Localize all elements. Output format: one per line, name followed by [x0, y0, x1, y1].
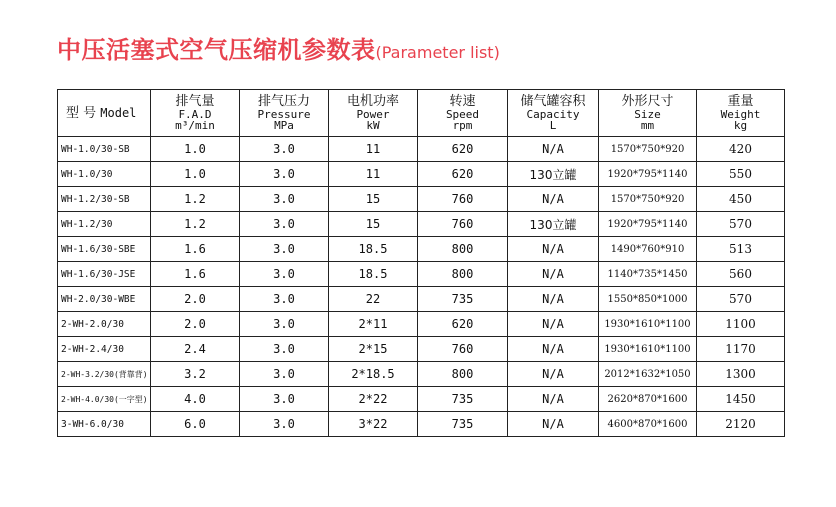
header-speed-cn: 转速 — [449, 94, 476, 109]
cell-weight: 570 — [697, 287, 785, 312]
header-pressure-unit: MPa — [274, 119, 294, 132]
cell-weight: 570 — [697, 212, 785, 237]
cell-size: 2620*870*1600 — [599, 387, 697, 412]
header-pressure-en: Pressure — [257, 108, 311, 121]
cell-weight: 450 — [697, 187, 785, 212]
header-capacity-cn: 储气罐容积 — [520, 94, 586, 109]
cell-speed: 735 — [418, 287, 508, 312]
cell-capacity: 130立罐 — [508, 212, 599, 237]
title-main: 中压活塞式空气压缩机参数表 — [57, 36, 376, 64]
cell-size: 1570*750*920 — [599, 137, 697, 162]
cell-model: WH-1.2/30 — [58, 212, 151, 237]
header-capacity — [508, 90, 599, 137]
header-size-cn: 外形尺寸 — [621, 94, 674, 109]
cell-fad: 2.4 — [151, 337, 240, 362]
cell-model: WH-1.6/30-JSE — [58, 262, 151, 287]
header-size-unit: mm — [640, 119, 655, 132]
cell-speed: 735 — [418, 387, 508, 412]
cell-model: 3-WH-6.0/30 — [58, 412, 151, 437]
cell-pressure: 3.0 — [240, 312, 329, 337]
cell-weight: 2120 — [697, 412, 785, 437]
cell-fad: 1.2 — [151, 187, 240, 212]
cell-fad: 2.0 — [151, 287, 240, 312]
header-power-unit: kW — [366, 119, 380, 132]
header-speed-en: Speed — [445, 108, 480, 121]
cell-speed: 620 — [418, 312, 508, 337]
table-row — [58, 212, 785, 237]
header-speed — [418, 90, 508, 137]
table-row — [58, 337, 785, 362]
header-capacity-en: Capacity — [526, 108, 580, 121]
cell-power: 22 — [329, 287, 418, 312]
cell-size: 1930*1610*1100 — [599, 312, 697, 337]
header-fad-cn: 排气量 — [175, 94, 215, 109]
table-row — [58, 237, 785, 262]
cell-model: WH-1.2/30-SB — [58, 187, 151, 212]
cell-pressure: 3.0 — [240, 337, 329, 362]
cell-pressure: 3.0 — [240, 212, 329, 237]
table-row — [58, 412, 785, 437]
cell-size: 4600*870*1600 — [599, 412, 697, 437]
header-size — [599, 90, 697, 137]
title-sub: (Parameter list) — [375, 43, 500, 62]
cell-size: 1140*735*1450 — [599, 262, 697, 287]
cell-weight: 560 — [697, 262, 785, 287]
cell-weight: 550 — [697, 162, 785, 187]
header-weight-unit: kg — [733, 119, 748, 132]
header-power-en: Power — [356, 108, 390, 121]
cell-model: WH-1.6/30-SBE — [58, 237, 151, 262]
cell-pressure: 3.0 — [240, 412, 329, 437]
cell-fad: 1.0 — [151, 162, 240, 187]
cell-fad: 4.0 — [151, 387, 240, 412]
cell-power: 3*22 — [329, 412, 418, 437]
cell-fad: 1.2 — [151, 212, 240, 237]
cell-power: 2*11 — [329, 312, 418, 337]
cell-speed: 620 — [418, 162, 508, 187]
cell-pressure: 3.0 — [240, 137, 329, 162]
cell-speed: 800 — [418, 262, 508, 287]
cell-model: 2-WH-3.2/30(背靠背) — [58, 362, 151, 387]
cell-fad: 2.0 — [151, 312, 240, 337]
cell-capacity: N/A — [508, 137, 599, 162]
cell-weight: 1100 — [697, 312, 785, 337]
cell-model: 2-WH-4.0/30(一字型) — [58, 387, 151, 412]
cell-capacity: N/A — [508, 312, 599, 337]
header-pressure-cn: 排气压力 — [257, 94, 310, 109]
table-row — [58, 362, 785, 387]
cell-capacity: N/A — [508, 362, 599, 387]
cell-fad: 1.6 — [151, 262, 240, 287]
table-row — [58, 262, 785, 287]
cell-power: 18.5 — [329, 237, 418, 262]
cell-pressure: 3.0 — [240, 362, 329, 387]
cell-capacity: N/A — [508, 237, 599, 262]
cell-model: 2-WH-2.0/30 — [58, 312, 151, 337]
cell-model: WH-2.0/30-WBE — [58, 287, 151, 312]
cell-pressure: 3.0 — [240, 287, 329, 312]
table-row — [58, 312, 785, 337]
header-speed-unit: rpm — [452, 119, 473, 132]
cell-size: 1920*795*1140 — [599, 162, 697, 187]
cell-weight: 513 — [697, 237, 785, 262]
cell-pressure: 3.0 — [240, 387, 329, 412]
cell-speed: 760 — [418, 187, 508, 212]
cell-weight: 420 — [697, 137, 785, 162]
header-power-cn: 电机功率 — [346, 94, 399, 109]
cell-capacity: N/A — [508, 412, 599, 437]
cell-pressure: 3.0 — [240, 262, 329, 287]
cell-power: 15 — [329, 187, 418, 212]
header-capacity-unit: L — [549, 119, 557, 132]
header-power — [329, 90, 418, 137]
cell-speed: 800 — [418, 237, 508, 262]
table-row — [58, 162, 785, 187]
cell-weight: 1300 — [697, 362, 785, 387]
cell-capacity: N/A — [508, 337, 599, 362]
cell-speed: 760 — [418, 337, 508, 362]
cell-capacity: N/A — [508, 262, 599, 287]
cell-size: 1920*795*1140 — [599, 212, 697, 237]
cell-fad: 1.6 — [151, 237, 240, 262]
header-pressure — [240, 90, 329, 137]
cell-pressure: 3.0 — [240, 162, 329, 187]
cell-size: 1550*850*1000 — [599, 287, 697, 312]
cell-speed: 620 — [418, 137, 508, 162]
header-fad — [151, 90, 240, 137]
cell-speed: 760 — [418, 212, 508, 237]
parameter-table — [57, 89, 785, 437]
cell-power: 2*15 — [329, 337, 418, 362]
cell-speed: 735 — [418, 412, 508, 437]
cell-power: 2*18.5 — [329, 362, 418, 387]
cell-size: 1570*750*920 — [599, 187, 697, 212]
cell-pressure: 3.0 — [240, 237, 329, 262]
header-model-cn: 型 号 — [66, 105, 97, 121]
cell-pressure: 3.0 — [240, 187, 329, 212]
cell-speed: 800 — [418, 362, 508, 387]
page-title — [57, 30, 500, 65]
header-weight — [697, 90, 785, 137]
cell-capacity: 130立罐 — [508, 162, 599, 187]
cell-power: 11 — [329, 162, 418, 187]
cell-fad: 1.0 — [151, 137, 240, 162]
header-row — [58, 90, 785, 137]
header-fad-en: F.A.D — [178, 108, 212, 121]
table-row — [58, 387, 785, 412]
cell-model: WH-1.0/30-SB — [58, 137, 151, 162]
header-model-en: Model — [100, 105, 137, 120]
header-weight-en: Weight — [720, 108, 761, 121]
cell-size: 1490*760*910 — [599, 237, 697, 262]
header-fad-unit: m³/min — [175, 119, 215, 132]
header-model — [58, 90, 151, 137]
cell-model: WH-1.0/30 — [58, 162, 151, 187]
cell-power: 18.5 — [329, 262, 418, 287]
cell-power: 2*22 — [329, 387, 418, 412]
cell-model: 2-WH-2.4/30 — [58, 337, 151, 362]
cell-weight: 1450 — [697, 387, 785, 412]
cell-fad: 6.0 — [151, 412, 240, 437]
header-weight-cn: 重量 — [727, 94, 754, 109]
cell-fad: 3.2 — [151, 362, 240, 387]
cell-weight: 1170 — [697, 337, 785, 362]
cell-size: 1930*1610*1100 — [599, 337, 697, 362]
cell-power: 15 — [329, 212, 418, 237]
cell-capacity: N/A — [508, 187, 599, 212]
table-row — [58, 287, 785, 312]
cell-power: 11 — [329, 137, 418, 162]
header-size-en: Size — [634, 108, 661, 121]
cell-capacity: N/A — [508, 287, 599, 312]
cell-capacity: N/A — [508, 387, 599, 412]
cell-size: 2012*1632*1050 — [599, 362, 697, 387]
table-row — [58, 137, 785, 162]
table-row — [58, 187, 785, 212]
